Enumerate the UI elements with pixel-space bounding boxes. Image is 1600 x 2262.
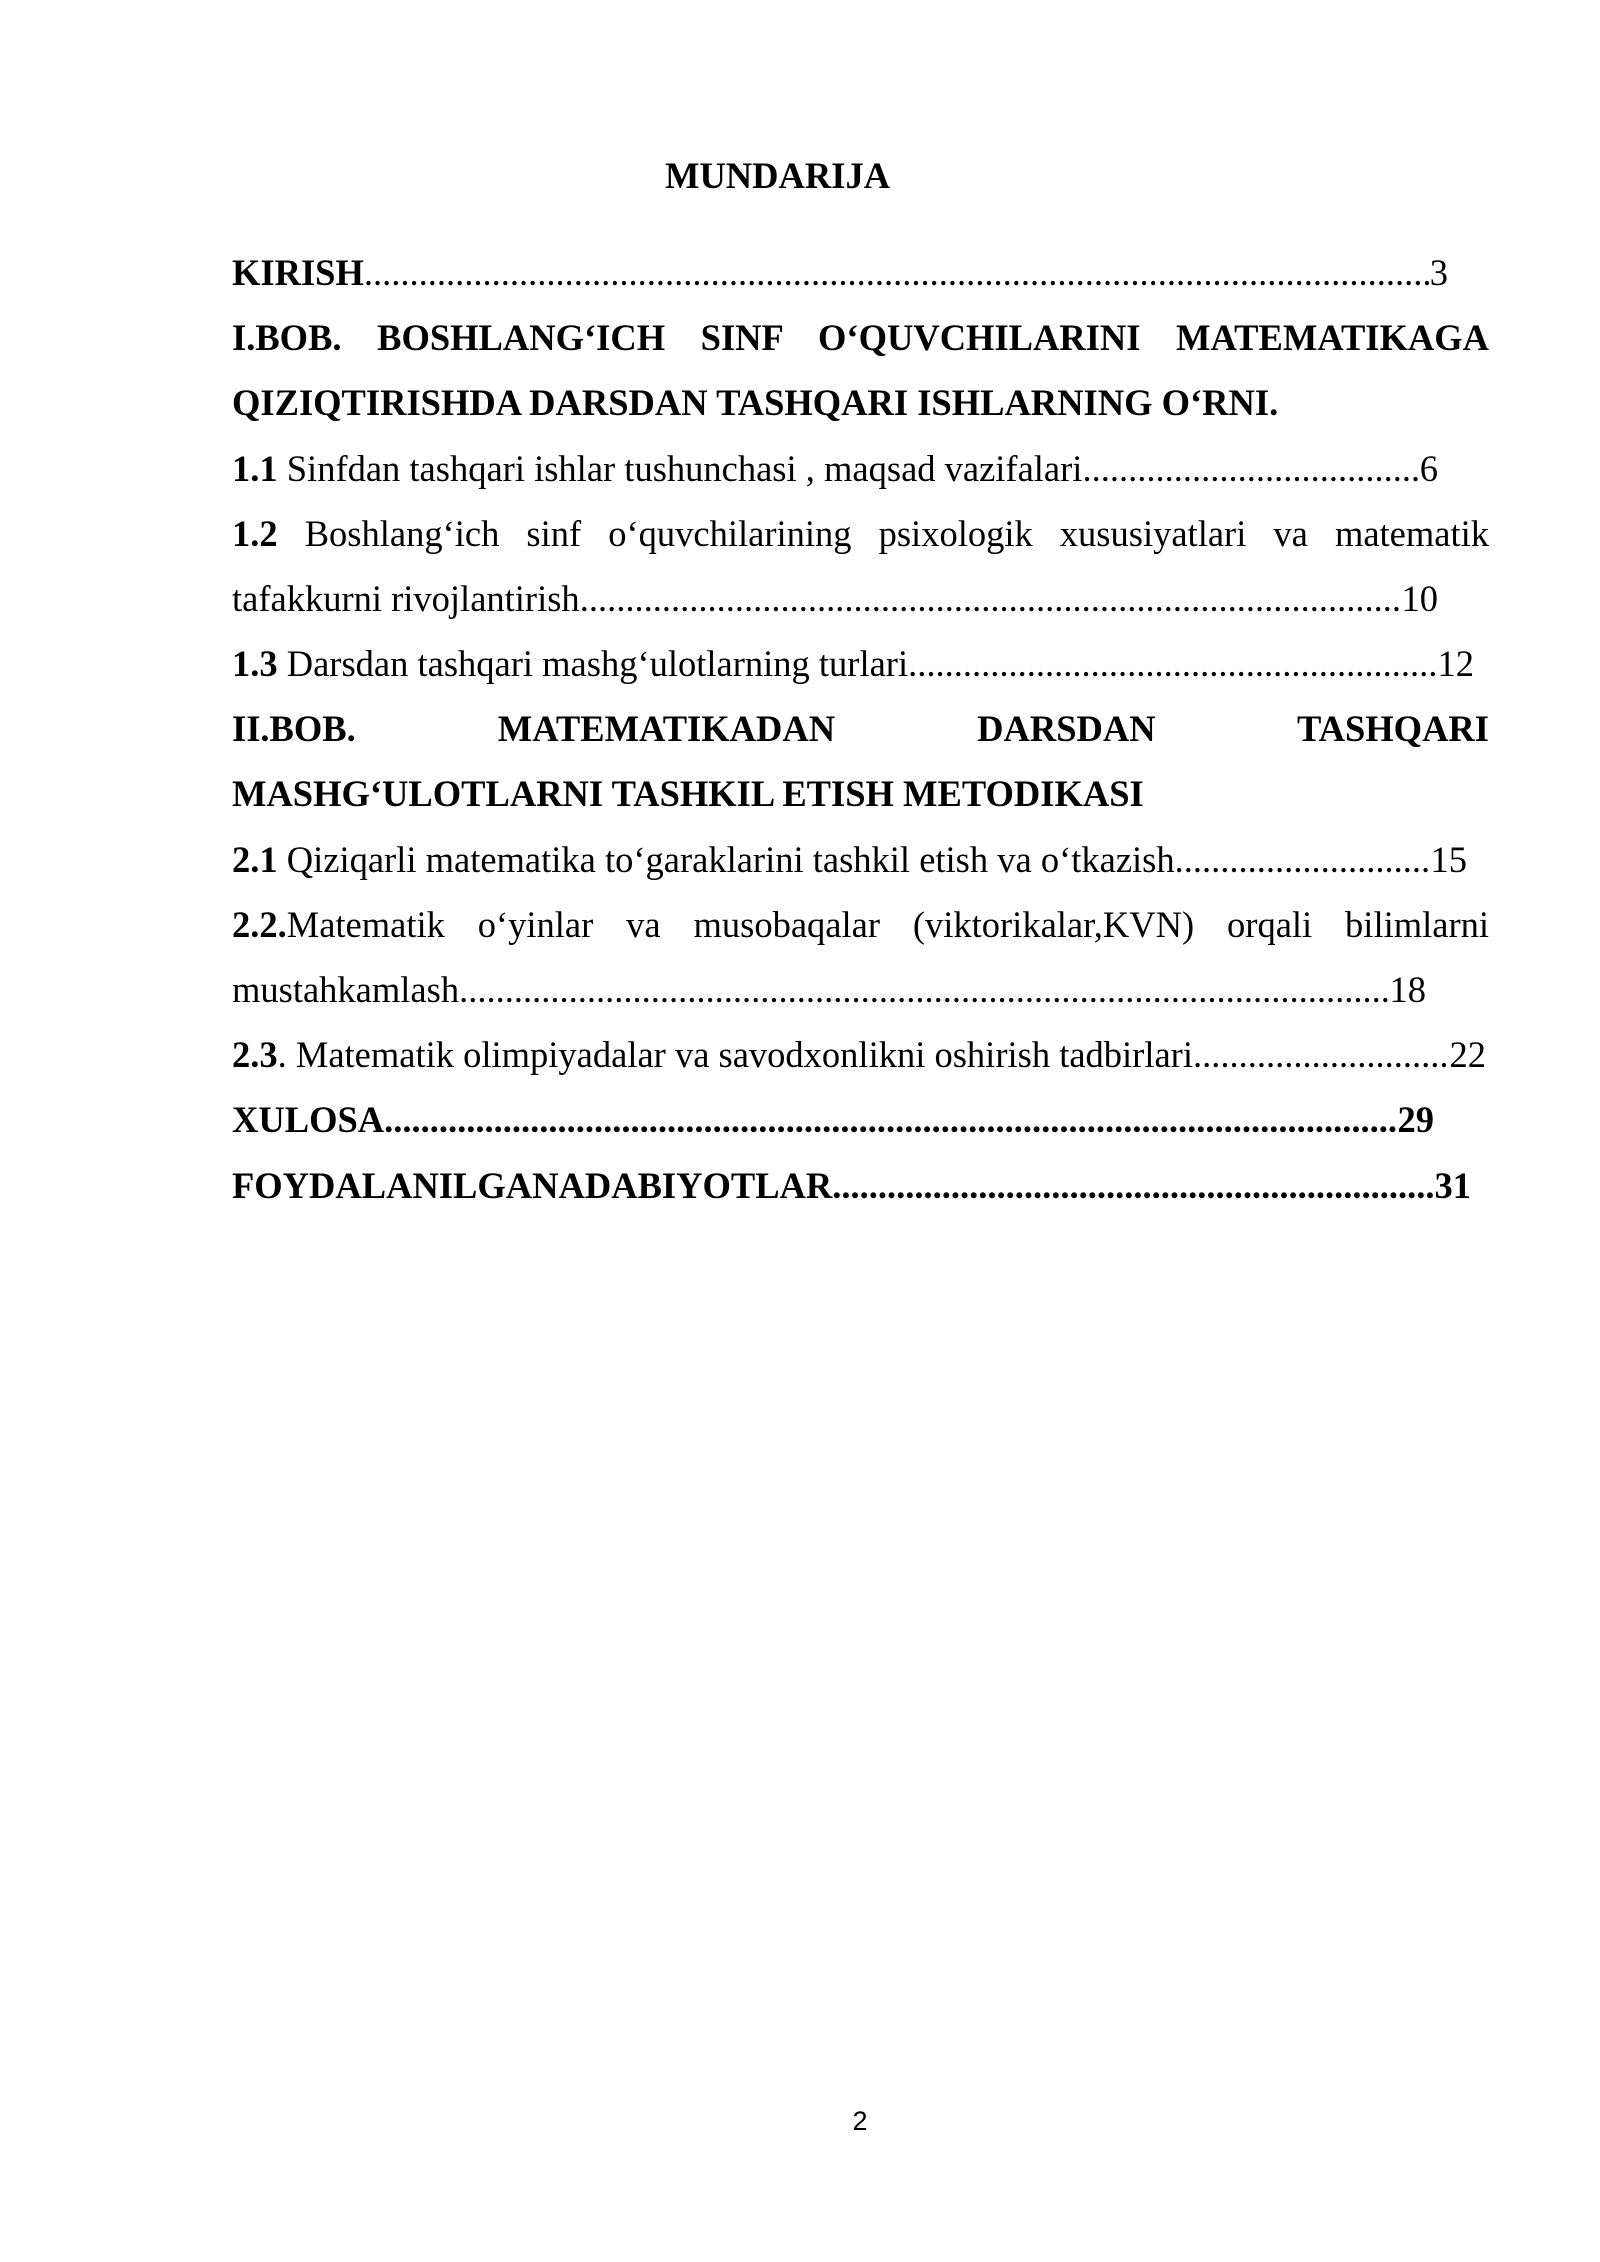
toc-entry-label	[232, 827, 1175, 892]
toc-entry-adabiyotlar	[232, 1153, 1471, 1218]
toc-chapter-1-title-line1: I.BOB. BOSHLANG‘ICH SINF O‘QUVCHILARINI MATEMATIKAGA	[232, 317, 1489, 359]
dot-leader	[1082, 436, 1419, 501]
page-number: 2	[852, 2106, 868, 2136]
section-title: Qiziqarli matematika to‘garaklarini tashkil etish va o‘tkazish	[286, 838, 1175, 880]
toc-entry-page: 10	[1401, 577, 1438, 619]
toc-entry-page: 22	[1449, 1034, 1486, 1076]
section-title: Boshlang‘ich sinf o‘quvchilarining psixologik xususiyatlari va matematik	[304, 512, 1489, 554]
section-number: 2.2.	[232, 903, 287, 945]
table-of-contents	[232, 143, 1489, 1218]
section-title-continued: mustahkamlash	[232, 969, 460, 1011]
toc-entry-page: 3	[1429, 251, 1448, 293]
section-number: 1.3	[232, 643, 278, 685]
toc-entry-page: 29	[1397, 1099, 1434, 1141]
toc-entry-1-2-line2	[232, 566, 1438, 631]
toc-entry-label: FOYDALANILGANADABIYOTLAR	[232, 1164, 833, 1206]
dot-leader	[580, 566, 1402, 631]
dot-leader	[908, 631, 1437, 696]
toc-chapter-2-title-line1: II.BOB. MATEMATIKADAN DARSDAN TASHQARI	[232, 708, 1489, 750]
section-number: 2.1	[232, 838, 278, 880]
dot-leader	[832, 1153, 1434, 1218]
toc-entry-label: KIRISH	[232, 251, 364, 293]
toc-entry-label: XULOSA	[232, 1099, 385, 1141]
section-title: Darsdan tashqari mashg‘ulotlarning turlari	[286, 643, 909, 685]
dot-leader	[384, 1087, 1397, 1152]
dot-leader	[364, 240, 1430, 305]
section-title: Sinfdan tashqari ishlar tushunchasi , maqsad vazifalari	[286, 447, 1083, 489]
section-title-continued: tafakkurni rivojlantirish	[232, 577, 580, 619]
toc-entry-label	[232, 631, 908, 696]
toc-entry-page: 12	[1437, 643, 1474, 685]
toc-entry-label	[232, 436, 1082, 501]
toc-entry-1-1	[232, 436, 1438, 501]
toc-entry-kirish	[232, 240, 1448, 305]
toc-chapter-1-title-line2: QIZIQTIRISHDA DARSDAN TASHQARI ISHLARNING O‘RNI.	[232, 382, 1279, 424]
dot-leader	[459, 957, 1389, 1022]
toc-entry-page: 18	[1389, 969, 1426, 1011]
toc-entry-xulosa	[232, 1087, 1434, 1152]
toc-entry-2-2-line2	[232, 957, 1426, 1022]
section-number: 2.3	[232, 1034, 278, 1076]
toc-entry-1-3	[232, 631, 1474, 696]
section-number: 1.1	[232, 447, 278, 489]
section-title: Matematik o‘yinlar va musobaqalar (viktorikalar,KVN) orqali bilimlarni	[286, 903, 1489, 945]
toc-entry-label	[232, 1022, 1193, 1087]
toc-entry-page: 15	[1430, 838, 1467, 880]
toc-entry-2-1	[232, 827, 1467, 892]
section-title: . Matematik olimpiyadalar va savodxonlikni oshirish tadbirlari	[277, 1034, 1193, 1076]
toc-entry-2-2-line1	[232, 892, 1489, 957]
section-number: 1.2	[232, 512, 278, 554]
toc-heading: MUNDARIJA	[665, 155, 891, 196]
toc-entry-page: 31	[1434, 1164, 1471, 1206]
toc-entry-2-3	[232, 1022, 1486, 1087]
dot-leader	[1193, 1022, 1450, 1087]
dot-leader	[1175, 827, 1431, 892]
toc-entry-page: 6	[1419, 447, 1438, 489]
toc-chapter-2-title-line2: MASHG‘ULOTLARNI TASHKIL ETISH METODIKASI	[232, 773, 1144, 815]
toc-entry-1-2-line1	[232, 501, 1489, 566]
